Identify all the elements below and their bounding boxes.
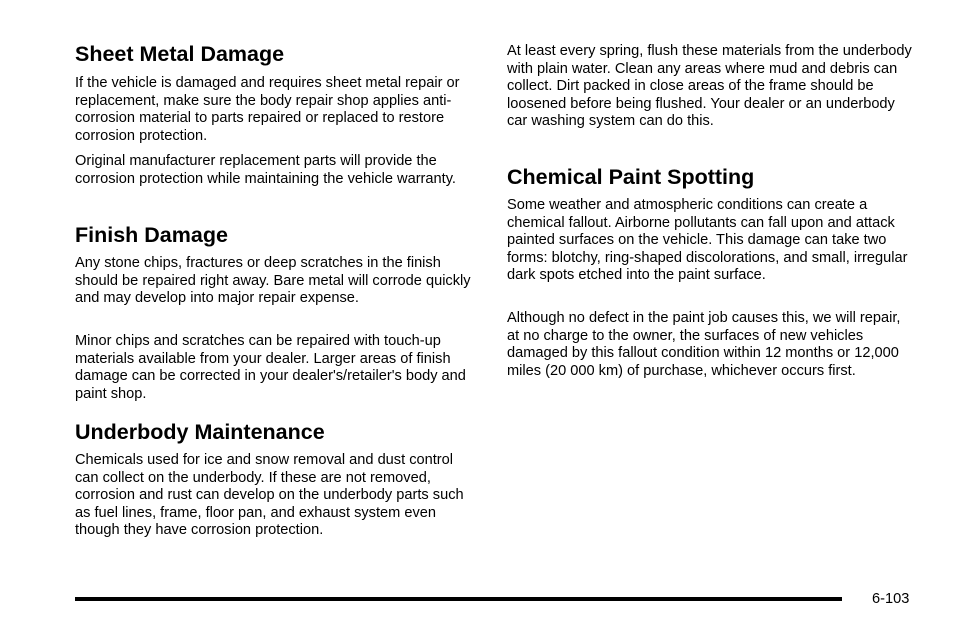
paragraph-finish-damage-1: Any stone chips, fractures or deep scratches in the finish should be repaired right away. Bare metal will corrode quickly and may develop into major repair expense. xyxy=(75,255,471,307)
paragraph-chemical-paint-1: Some weather and atmospheric conditions can create a chemical fallout. Airborne pollutants can fall upon and attack painted surfaces on the vehicle. This damage can take two forms: blotchy, ring-shaped discolorations, and small, irregular dark spots etched into the paint surface. xyxy=(507,197,908,284)
page-number: 6-103 xyxy=(872,591,910,607)
paragraph-underbody-1: Chemicals used for ice and snow removal and dust control can collect on the underbody. If these are not removed, corrosion and rust can develop on the underbody parts such as fuel lines, frame, floor pan, and exhaust system even though they have corrosion protection. xyxy=(75,452,464,539)
paragraph-finish-damage-2: Minor chips and scratches can be repaired with touch-up materials available from your dealer. Larger areas of finish damage can be corrected in your dealer's/retailer's body and paint shop. xyxy=(75,333,466,402)
section-heading-sheet-metal-damage: Sheet Metal Damage xyxy=(75,42,285,66)
section-heading-underbody-maintenance: Underbody Maintenance xyxy=(75,420,325,444)
paragraph-underbody-continued: At least every spring, flush these materials from the underbody with plain water. Clean any areas where mud and debris can collect. Dirt packed in close areas of the frame should be loosened before being flushed. Your dealer or an underbody car washing system can do this. xyxy=(507,43,912,130)
footer-rule xyxy=(75,597,842,601)
paragraph-sheet-metal-1: If the vehicle is damaged and requires sheet metal repair or replacement, make sure the body repair shop applies anti-corrosion material to parts repaired or replaced to restore corrosion protection. xyxy=(75,75,460,144)
section-heading-chemical-paint-spotting: Chemical Paint Spotting xyxy=(507,165,755,189)
section-heading-finish-damage: Finish Damage xyxy=(75,223,228,247)
paragraph-sheet-metal-2: Original manufacturer replacement parts will provide the corrosion protection while maintaining the vehicle warranty. xyxy=(75,153,456,187)
paragraph-chemical-paint-2: Although no defect in the paint job causes this, we will repair, at no charge to the owner, the surfaces of new vehicles damaged by this fallout condition within 12 months or 12,000 miles (20 000 km) of purchase, whichever occurs first. xyxy=(507,310,901,379)
